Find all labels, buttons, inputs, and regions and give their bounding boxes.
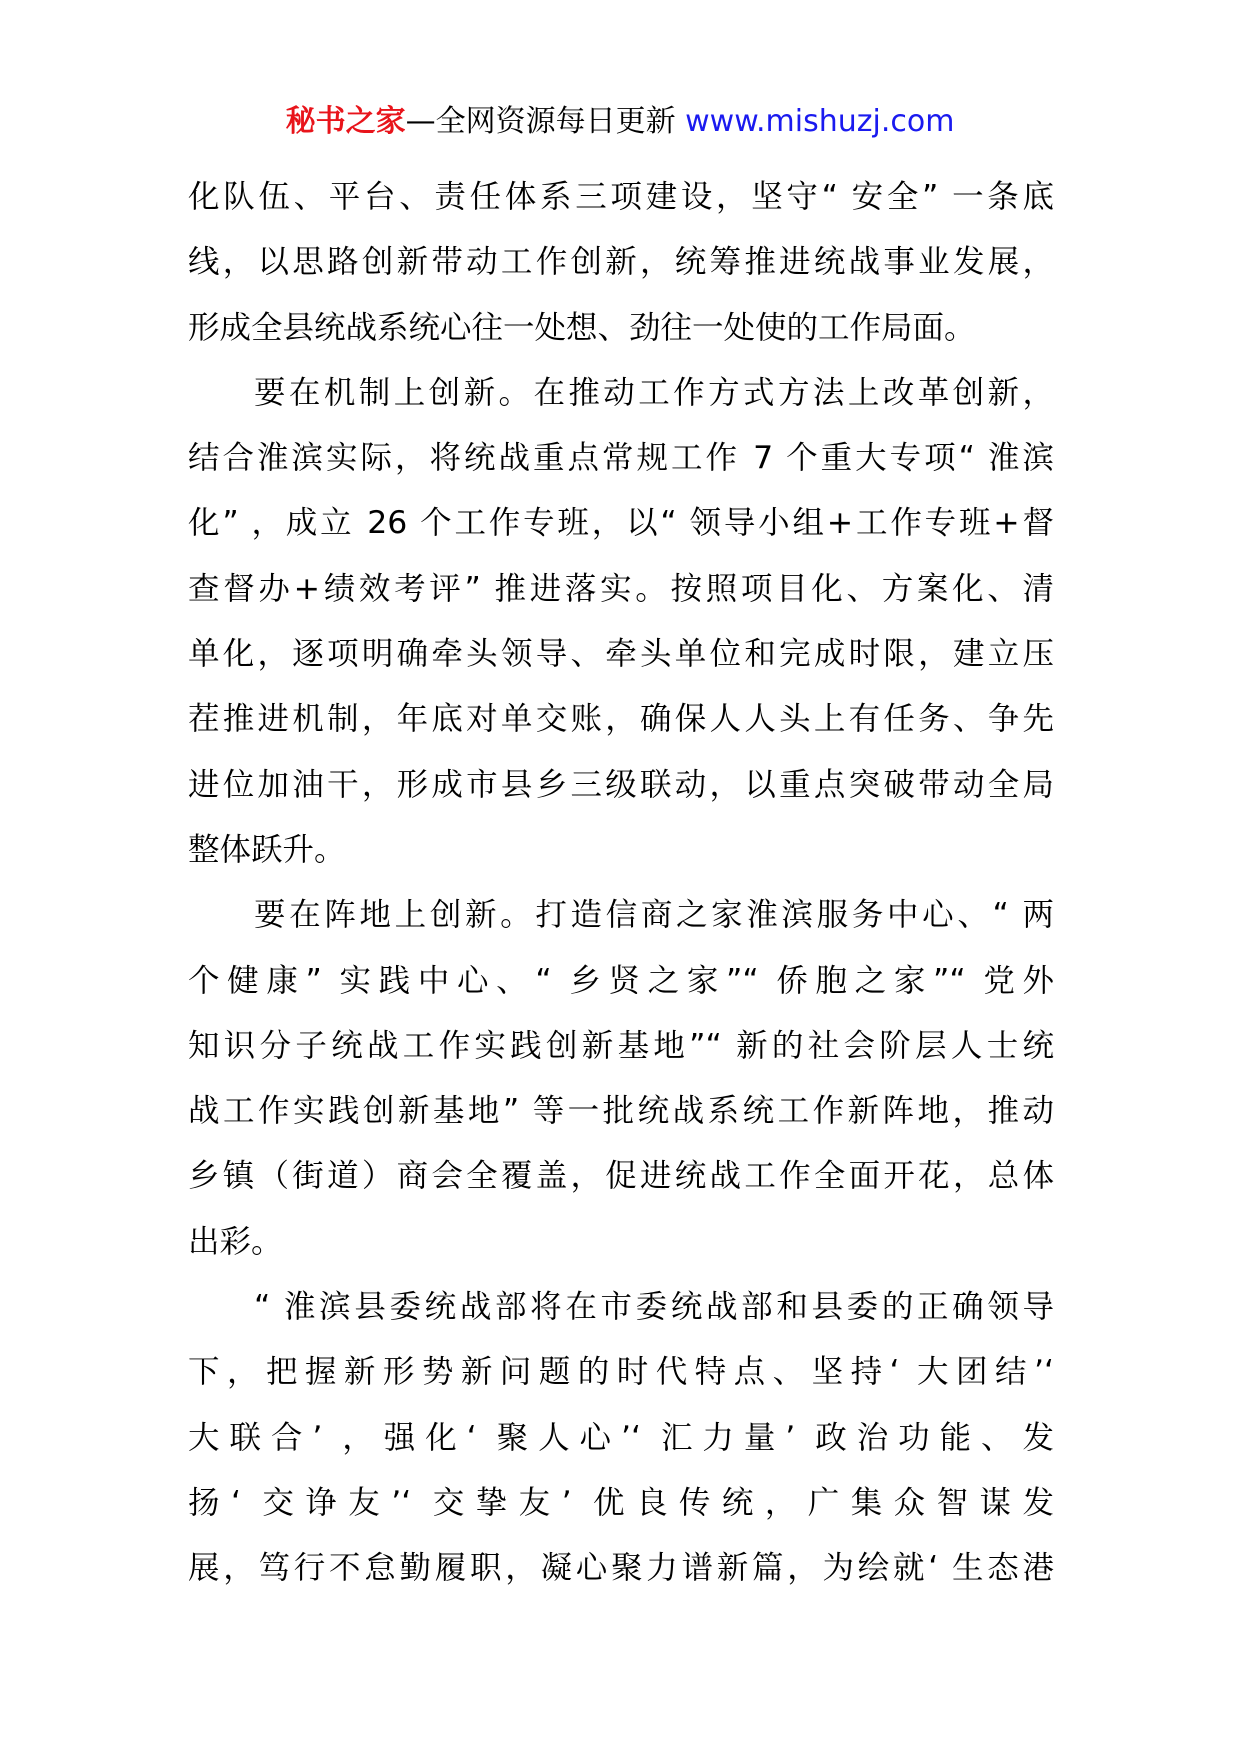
text-line: 整体跃升。 bbox=[188, 831, 346, 868]
text-line: 查督办+绩效考评” 推进落实。按照项目化、方案化、清 bbox=[188, 570, 1054, 607]
text-line: 结合淮滨实际，将统战重点常规工作 7 个重大专项“ 淮滨 bbox=[188, 440, 1054, 477]
text-line: 形成全县统战系统心往一处想、劲往一处使的工作局面。 bbox=[188, 309, 976, 346]
text-line: 出彩。 bbox=[188, 1223, 283, 1260]
text-line: 乡镇（街道）商会全覆盖，促进统战工作全面开花，总体 bbox=[188, 1158, 1054, 1195]
text-line: 进位加油干，形成市县乡三级联动，以重点突破带动全局 bbox=[188, 766, 1054, 803]
site-url-link[interactable]: www.mishuzj.com bbox=[685, 104, 955, 139]
text-line: 茬推进机制，年底对单交账，确保人人头上有任务、争先 bbox=[188, 701, 1054, 738]
text-line: 扬‘ 交诤友’‘ 交挚友’ 优良传统，广集众智谋发 bbox=[188, 1484, 1054, 1521]
text-line: “ 淮滨县委统战部将在市委统战部和县委的正确领导 bbox=[254, 1289, 1054, 1326]
text-line: 个健康” 实践中心、“ 乡贤之家”“ 侨胞之家”“ 党外 bbox=[188, 962, 1054, 999]
text-line: 化队伍、平台、责任体系三项建设，坚守“ 安全” 一条底 bbox=[188, 179, 1054, 215]
text-line: 线，以思路创新带动工作创新，统筹推进统战事业发展， bbox=[188, 244, 1054, 281]
text-line: 要在阵地上创新。打造信商之家淮滨服务中心、“ 两 bbox=[254, 897, 1054, 934]
paragraph-quote bbox=[188, 1275, 1054, 1601]
text-line: 要在机制上创新。在推动工作方式方法上改革创新， bbox=[254, 374, 1054, 411]
document-body bbox=[188, 165, 1054, 1602]
text-line: 化” ，成立 26 个工作专班，以“ 领导小组+工作专班+督 bbox=[188, 505, 1054, 542]
paragraph-position-innovation bbox=[188, 883, 1054, 1275]
brand-name: 秘书之家 bbox=[285, 104, 406, 139]
text-line: 下，把握新形势新问题的时代特点、坚持‘ 大团结’‘ bbox=[188, 1354, 1054, 1391]
header-slogan: —全网资源每日更新 bbox=[405, 104, 686, 139]
text-line: 展，笃行不怠勤履职，凝心聚力谱新篇，为绘就‘ 生态港 bbox=[188, 1550, 1054, 1587]
text-line: 知识分子统战工作实践创新基地”“ 新的社会阶层人士统 bbox=[188, 1027, 1054, 1064]
text-line: 战工作实践创新基地” 等一批统战系统工作新阵地，推动 bbox=[188, 1093, 1054, 1130]
text-line: 大联合’ ，强化‘ 聚人心’‘ 汇力量’ 政治功能、发 bbox=[188, 1419, 1054, 1456]
site-header bbox=[0, 100, 1240, 144]
paragraph-mechanism-innovation bbox=[188, 361, 1054, 883]
paragraph-continuation bbox=[188, 165, 1054, 361]
text-line: 单化，逐项明确牵头领导、牵头单位和完成时限，建立压 bbox=[188, 636, 1054, 673]
